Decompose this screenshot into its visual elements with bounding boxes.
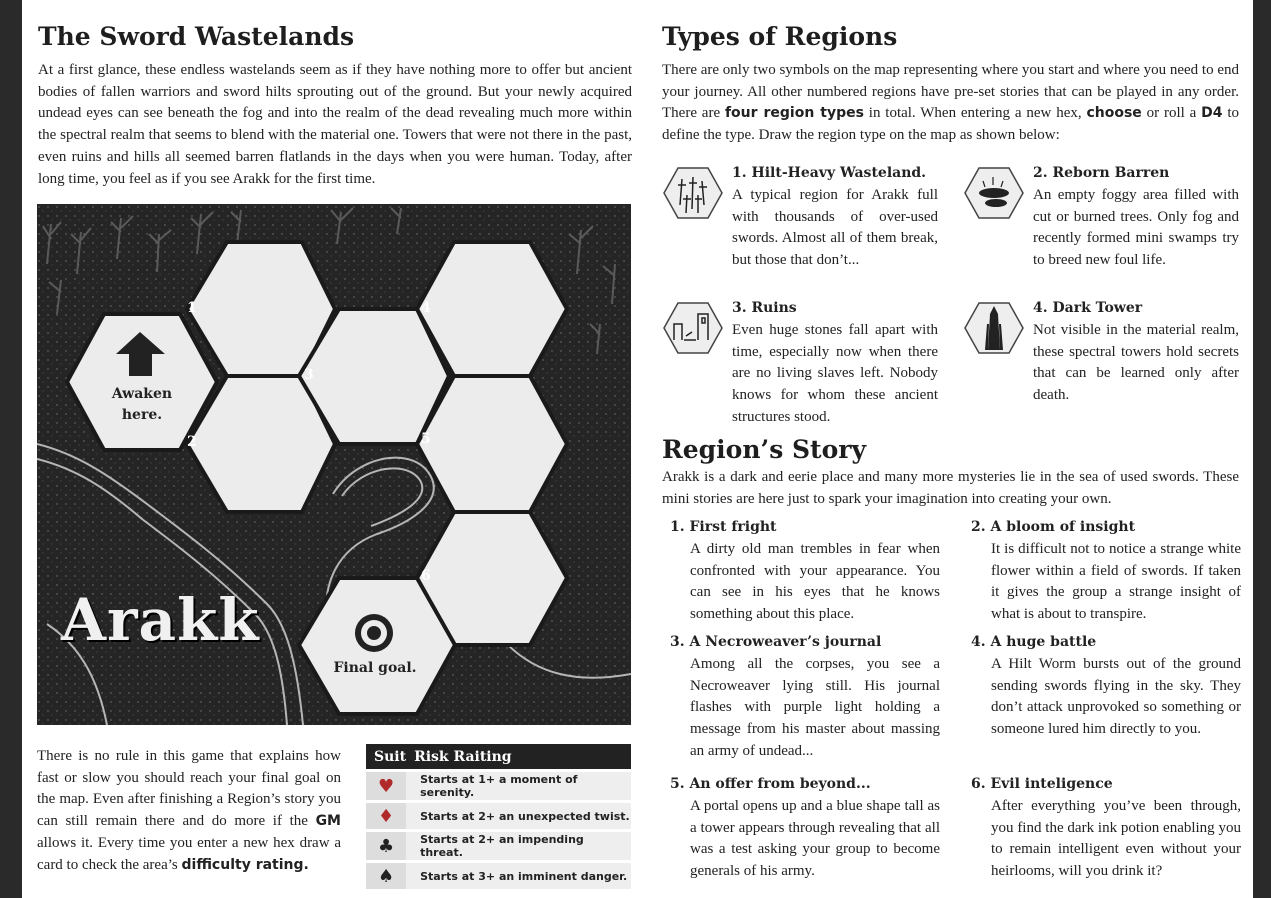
region-type-title: 2. Reborn Barren [1033, 165, 1170, 181]
story-desc: Among all the corpses, you see a Necroweaver lying still. His journal flashes with purple light holding a message from his master about massing an army of undead... [690, 656, 940, 759]
story-2 [971, 519, 1241, 626]
story-title: 5. An offer from beyond... [670, 776, 871, 792]
region-type-desc: Even huge stones fall apart with time, especially now when there are no living slaves left. Nobody knows for whom these ancient structures stood. [732, 322, 938, 425]
ruins-icon [662, 300, 724, 356]
story-5 [670, 776, 940, 883]
header-suit: Suit [366, 744, 406, 771]
hex-number-1: 1 [187, 300, 197, 316]
section-title-sword-wastelands: The Sword Wastelands [38, 22, 355, 51]
story-4 [971, 634, 1241, 741]
region-type-desc: An empty foggy area filled with cut or burned trees. Only fog and recently formed mini swamps try to breed new foul life. [1033, 187, 1239, 269]
hex-number-4: 4 [421, 300, 431, 316]
risk-cell: Starts at 1+ a moment of serenity. [406, 771, 631, 802]
hex-number-2: 2 [187, 434, 197, 450]
story-desc: A portal opens up and a blue shape tall as a tower appears through revealing that all was a test asking your group to become generals of his army. [690, 798, 940, 880]
tower-icon [963, 300, 1025, 356]
fog-swamp-icon [963, 165, 1025, 221]
story-1 [670, 519, 940, 626]
story-desc: After everything you’ve been through, you find the dark ink potion enabling you to remain intelligent even without your heirlooms, will you drink it? [991, 798, 1241, 880]
table-row [366, 802, 631, 831]
header-risk-raiting: Risk Raiting [406, 744, 631, 771]
rulebook-page [22, 0, 1253, 898]
region-type-title: 4. Dark Tower [1033, 300, 1143, 316]
story-title: 3. A Necroweaver’s journal [670, 634, 882, 650]
sword-hilts-icon [662, 165, 724, 221]
story-intro-paragraph: Arakk is a dark and eerie place and many more mysteries lie in the sea of used swords. These mini stories are here just to spark your imagination into creating your own. [662, 469, 1239, 507]
map-name-arakk: Arakk [61, 586, 260, 654]
types-intro-paragraph: There are only two symbols on the map representing where you start and where you need to end your journey. All other numbered regions have pre-set stories that can be played in any order. There are four region types in total. When entering a new hex, choose or roll a D4 to define the type. Draw the region type on the map as shown below: [662, 62, 1239, 144]
goal-label: Final goal. [333, 660, 417, 676]
diamond-icon: ♦ [366, 802, 406, 831]
region-map [37, 204, 631, 725]
region-type-4 [963, 300, 1243, 430]
region-type-3 [662, 300, 962, 430]
region-type-1 [662, 165, 962, 285]
risk-cell: Starts at 3+ an imminent danger. [406, 862, 631, 890]
table-row [366, 831, 631, 862]
region-type-desc: Not visible in the material realm, these spectral towers hold secrets that can be learned only after death. [1033, 322, 1239, 404]
club-icon: ♣ [366, 831, 406, 862]
region-type-2 [963, 165, 1243, 285]
story-6 [971, 776, 1241, 883]
table-row [366, 771, 631, 802]
heart-icon: ♥ [366, 771, 406, 802]
region-type-title: 3. Ruins [732, 300, 797, 316]
story-desc: It is difficult not to notice a strange white flower within a field of swords. If taken it gives the group a strange insight of what is about to transpire. [991, 541, 1241, 623]
difficulty-rules-paragraph: There is no rule in this game that explains how fast or slow you should reach your final goal on the map. Even after finishing a Region’s story you can still remain there and do more if the GM allows it. Every time you enter a new hex draw a card to check the area’s difficulty rating. [37, 748, 341, 873]
story-3 [670, 634, 940, 763]
story-desc: A Hilt Worm bursts out of the ground sending swords flying in the sky. They don’t attack unprovoked so something or someone lured him directly to you. [991, 656, 1241, 738]
story-title: 4. A huge battle [971, 634, 1097, 650]
story-title: 2. A bloom of insight [971, 519, 1136, 535]
start-label: Awaken here. [111, 386, 173, 423]
risk-cell: Starts at 2+ an unexpected twist. [406, 802, 631, 831]
story-desc: A dirty old man trembles in fear when confronted with your appearance. You can see in his eyes that he knows something about this place. [690, 541, 940, 623]
section-title-types-of-regions: Types of Regions [662, 22, 898, 51]
hex-number-6: 6 [421, 568, 431, 584]
risk-rating-table [366, 744, 631, 889]
intro-paragraph: At a first glance, these endless wastelands seem as if they have nothing more to offer but ancient bodies of fallen warriors and sword hilts sprouting out of the ground. But your newly acquired undead eyes can see beneath the fog and into the realm of the dead revealing much more within the spectral realm that seems to blend with the material one. Towers that were not there in the past, even ruins and hills all seemed barren flatlands in the days when you were human. Today, after long time, you feel as if you see Arakk for the first time. [38, 62, 632, 187]
story-title: 6. Evil inteligence [971, 776, 1113, 792]
section-title-regions-story: Region’s Story [662, 435, 866, 464]
hex-number-5: 5 [421, 431, 431, 447]
risk-cell: Starts at 2+ an impending threat. [406, 831, 631, 862]
spade-icon: ♠ [366, 862, 406, 890]
region-type-desc: A typical region for Arakk full with thousands of over-used swords. Almost all of them break, but those that don’t... [732, 187, 938, 269]
region-type-title: 1. Hilt-Heavy Wasteland. [732, 165, 927, 181]
story-title: 1. First fright [670, 519, 777, 535]
target-icon [355, 614, 393, 652]
hex-number-3: 3 [304, 367, 314, 383]
table-row [366, 862, 631, 890]
